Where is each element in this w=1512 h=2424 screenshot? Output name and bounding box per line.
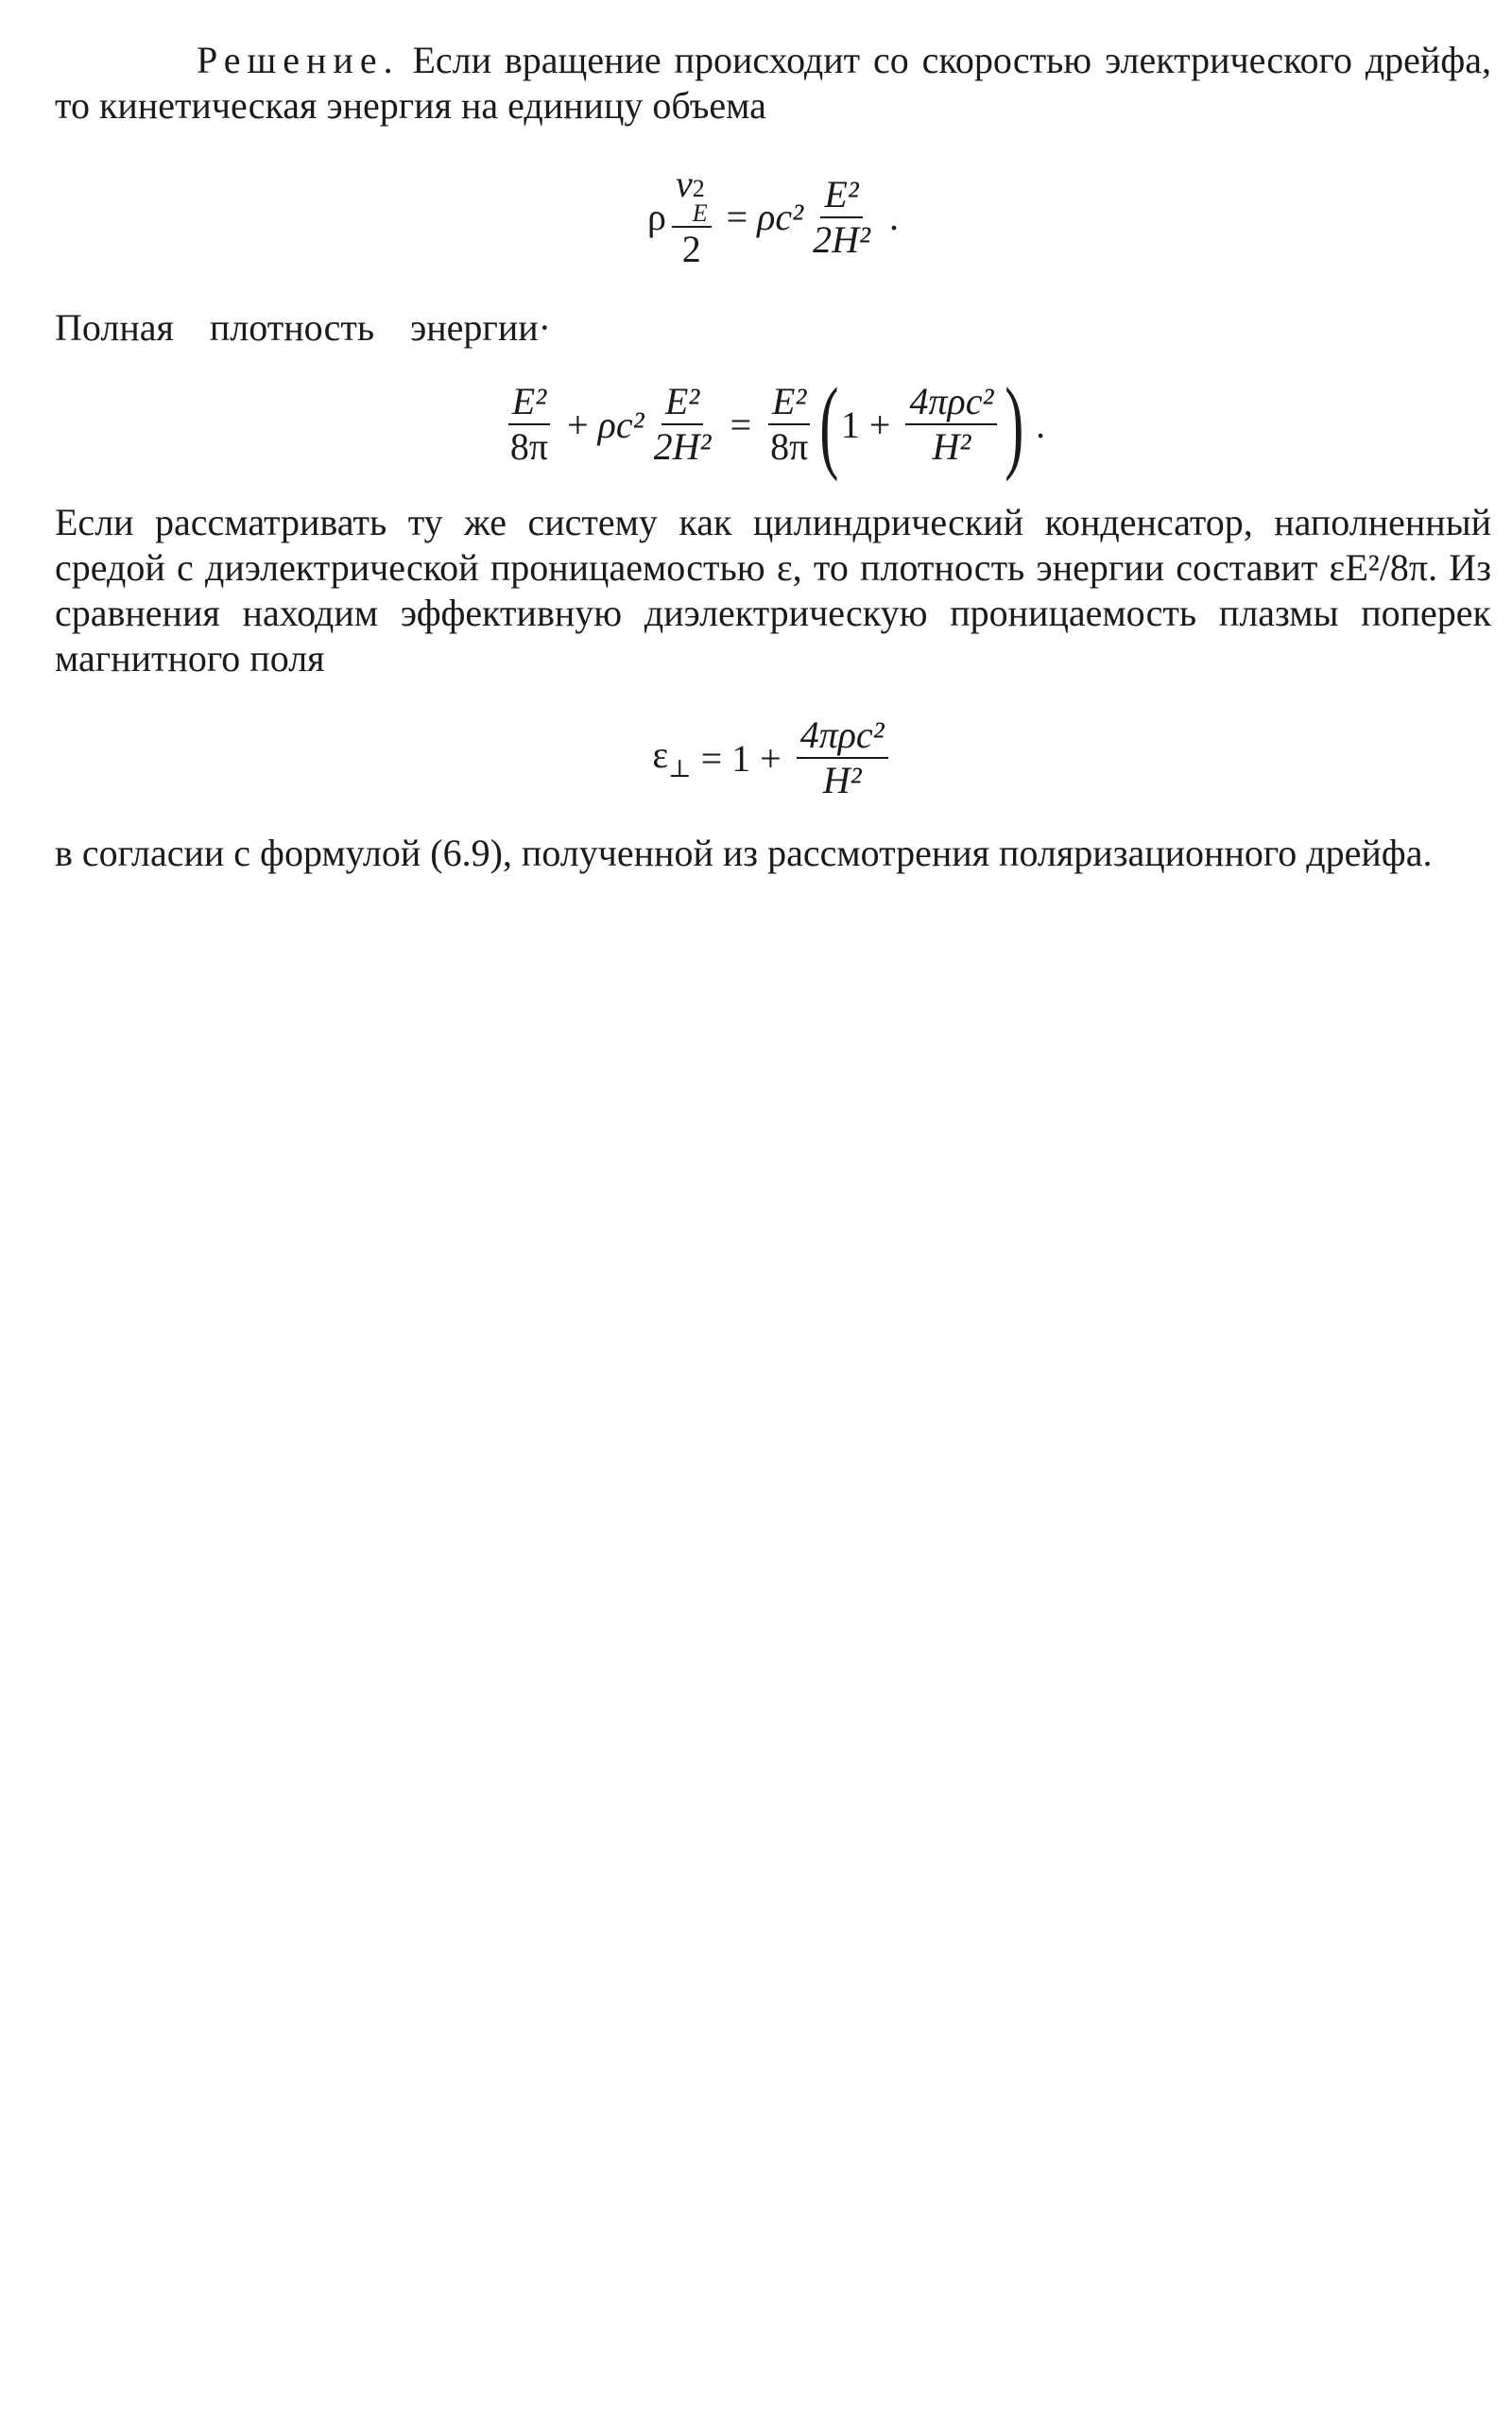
formula-rho-c2: ρc² <box>757 196 804 238</box>
formula-plus-2: + <box>868 403 891 446</box>
formula-fraction-4: $\frac{\text{4πρc²}}{\text{H²}}$ <box>905 380 997 469</box>
formula-fraction: $\frac{\text{4πρc²}}{\text{H²}}$ <box>797 713 888 802</box>
paragraph-conclusion: в согласии с формулой (6.9), полученной из рассмотрения поляризационного дрейфа. <box>55 832 1433 874</box>
fraction-denominator: 2 <box>681 228 701 270</box>
formula-rho: ρ <box>646 196 666 238</box>
formula-one: 1 <box>731 736 751 780</box>
formula-epsilon: $\varepsilon_\perp$ <box>652 733 692 782</box>
paragraph-solution-intro <box>55 38 1491 129</box>
formula-fraction-2: $\frac{\text{E²}}{\text{2H²}}$ <box>653 380 712 468</box>
formula-plus: + <box>567 403 589 446</box>
formula-period: . <box>889 196 900 238</box>
paragraph-text: Если вращение происходит со скоростью электрического дрейфа, то кинетическая энергия на единицу объема <box>55 39 1492 127</box>
formula-one: 1 <box>840 403 860 446</box>
paragraph-capacitor: Если рассматривать ту же систему как цилиндрический конденсатор, наполненный средой с диэлектрической проницаемостью ε, то плотность энергии составит εE²/8π. Из сравнения находим эффективную диэлектрическую проницаемость плазмы поперек магнитного поля <box>55 501 1491 679</box>
fraction-numerator: E² <box>820 173 862 218</box>
formula-plus: + <box>760 736 782 780</box>
formula-fraction-3: $\frac{\text{E²}}{8\pi}$ <box>766 380 812 469</box>
formula-kinetic-energy <box>55 163 1491 271</box>
formula-right-paren: ) <box>1005 367 1024 482</box>
formula-period: . <box>1036 403 1046 446</box>
solution-label: Решение. <box>197 39 400 81</box>
formula-equals: = <box>726 196 748 238</box>
fraction-denominator: 2H² <box>813 217 871 261</box>
formula-equals: = <box>730 403 752 446</box>
formula-total-energy <box>55 367 1491 482</box>
formula-fraction-e <box>809 173 874 262</box>
formula-fraction-1: $\frac{\text{E²}}{8\pi}$ <box>507 380 552 469</box>
formula-rho-c2: ρc² <box>597 403 644 446</box>
formula-left-paren: ( <box>819 367 839 482</box>
formula-equals: = <box>700 736 723 780</box>
formula-perp-subscript: ⊥ <box>668 755 692 782</box>
page-content <box>55 38 1491 876</box>
formula-dielectric <box>55 713 1491 802</box>
formula-fraction-v <box>672 163 712 271</box>
paragraph-total-energy: Полная плотность энергии· <box>55 306 551 349</box>
fraction-numerator: v 2 E <box>672 163 712 228</box>
